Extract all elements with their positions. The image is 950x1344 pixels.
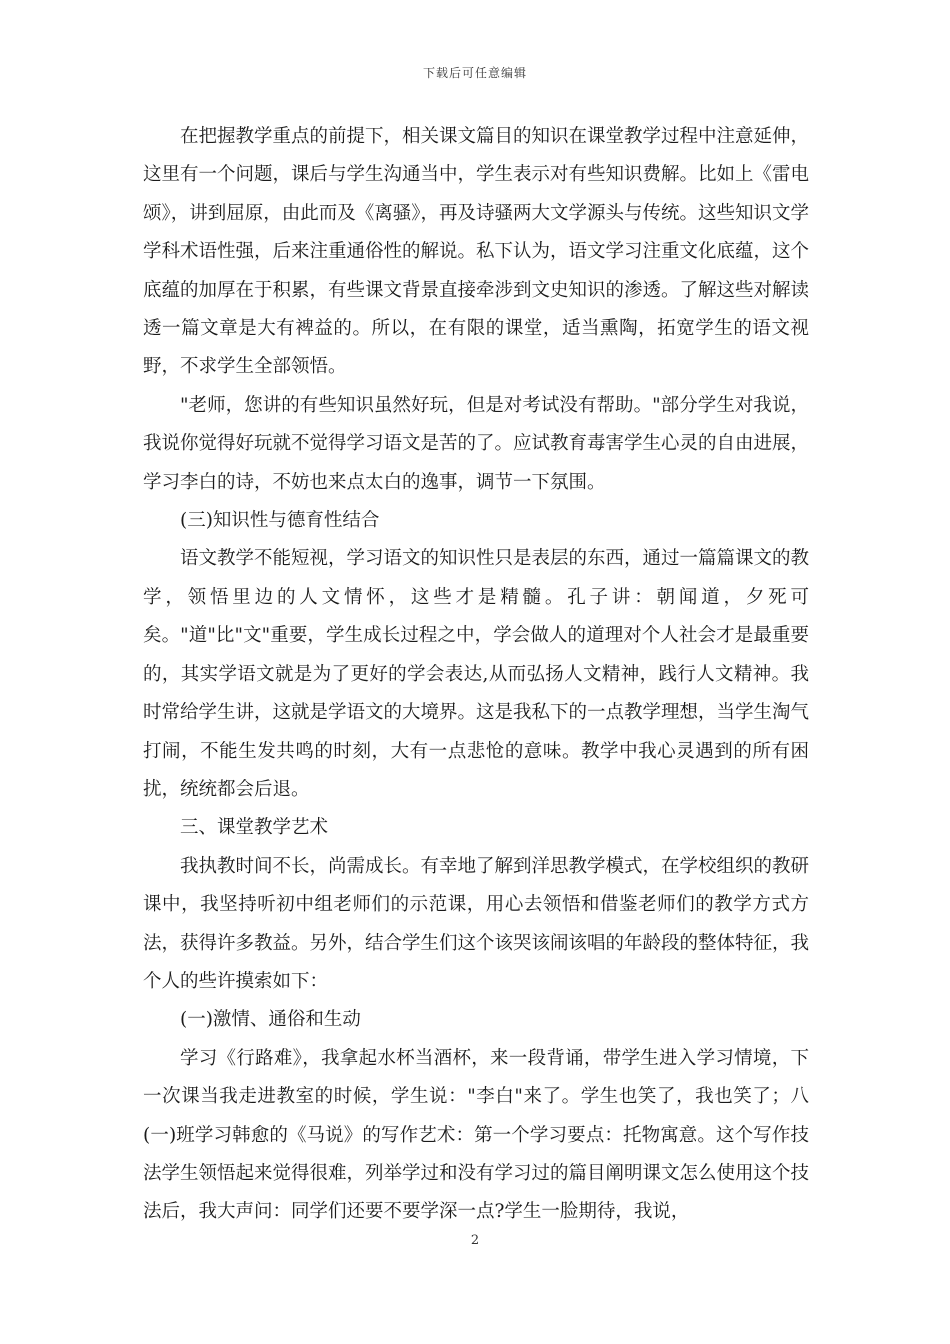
body-paragraph: "老师，您讲的有些知识虽然好玩，但是对考试没有帮助。"部分学生对我说，我说你觉得好玩就不觉得学习语文是苦的了。应试教育毒害学生心灵的自由进展，学习李白的诗，不妨也来点太白的逸事，调节一下氛围。: [143, 394, 810, 493]
page-header: 下载后可任意编辑: [422, 66, 527, 80]
body-paragraph: 在把握教学重点的前提下，相关课文篇目的知识在课堂教学过程中注意延伸，这里有一个问题，课后与学生沟通当中，学生表示对有些知识费解。比如上《雷电颂》，讲到屈原，由此而及《离骚》，再及诗骚两大文学源头与传统。这些知识文学学科术语性强，后来注重通俗性的解说。私下认为，语文学习注重文化底蕴，这个底蕴的加厚在于积累，有些课文背景直接牵涉到文史知识的渗透。了解这些对解读透一篇文章是大有裨益的。所以，在有限的课堂，适当熏陶，拓宽学生的语文视野，不求学生全部领悟。: [143, 126, 810, 378]
section-heading: (一)激情、通俗和生动: [180, 1009, 361, 1031]
document-body: [143, 118, 809, 1232]
page-number: 2: [470, 1233, 480, 1248]
body-paragraph: 学习《行路难》，我拿起水杯当酒杯，来一段背诵，带学生进入学习情境，下一次课当我走进教室的时候，学生说："李白"来了。学生也笑了，我也笑了；八(一)班学习韩愈的《马说》的写作艺术：第一个学习要点：托物寓意。这个写作技法学生领悟起来觉得很难，列举学过和没有学习过的篇目阐明课文怎么使用这个技法后，我大声问：同学们还要不要学深一点?学生一脸期待，我说，: [143, 1047, 810, 1223]
body-paragraph: 语文教学不能短视，学习语文的知识性只是表层的东西，通过一篇篇课文的教学，领悟里边的人文情怀，这些才是精髓。孔子讲：朝闻道，夕死可矣。"道"比"文"重要，学生成长过程之中，学会做人的道理对个人社会才是最重要的，其实学语文就是为了更好的学会表达,从而弘扬人文精神，践行人文精神。我时常给学生讲，这就是学语文的大境界。这是我私下的一点教学理想，当学生淘气打闹，不能生发共鸣的时刻，大有一点悲怆的意味。教学中我心灵遇到的所有困扰，统统都会后退。: [143, 548, 810, 800]
section-heading: 三、课堂教学艺术: [180, 817, 329, 839]
body-paragraph: 我执教时间不长，尚需成长。有幸地了解到洋思教学模式，在学校组织的教研课中，我坚持听初中组老师们的示范课，用心去领悟和借鉴老师们的教学方式方法，获得许多教益。另外，结合学生们这个该哭该闹该唱的年龄段的整体特征，我个人的些许摸索如下：: [143, 855, 810, 992]
section-heading: (三)知识性与德育性结合: [180, 510, 380, 532]
